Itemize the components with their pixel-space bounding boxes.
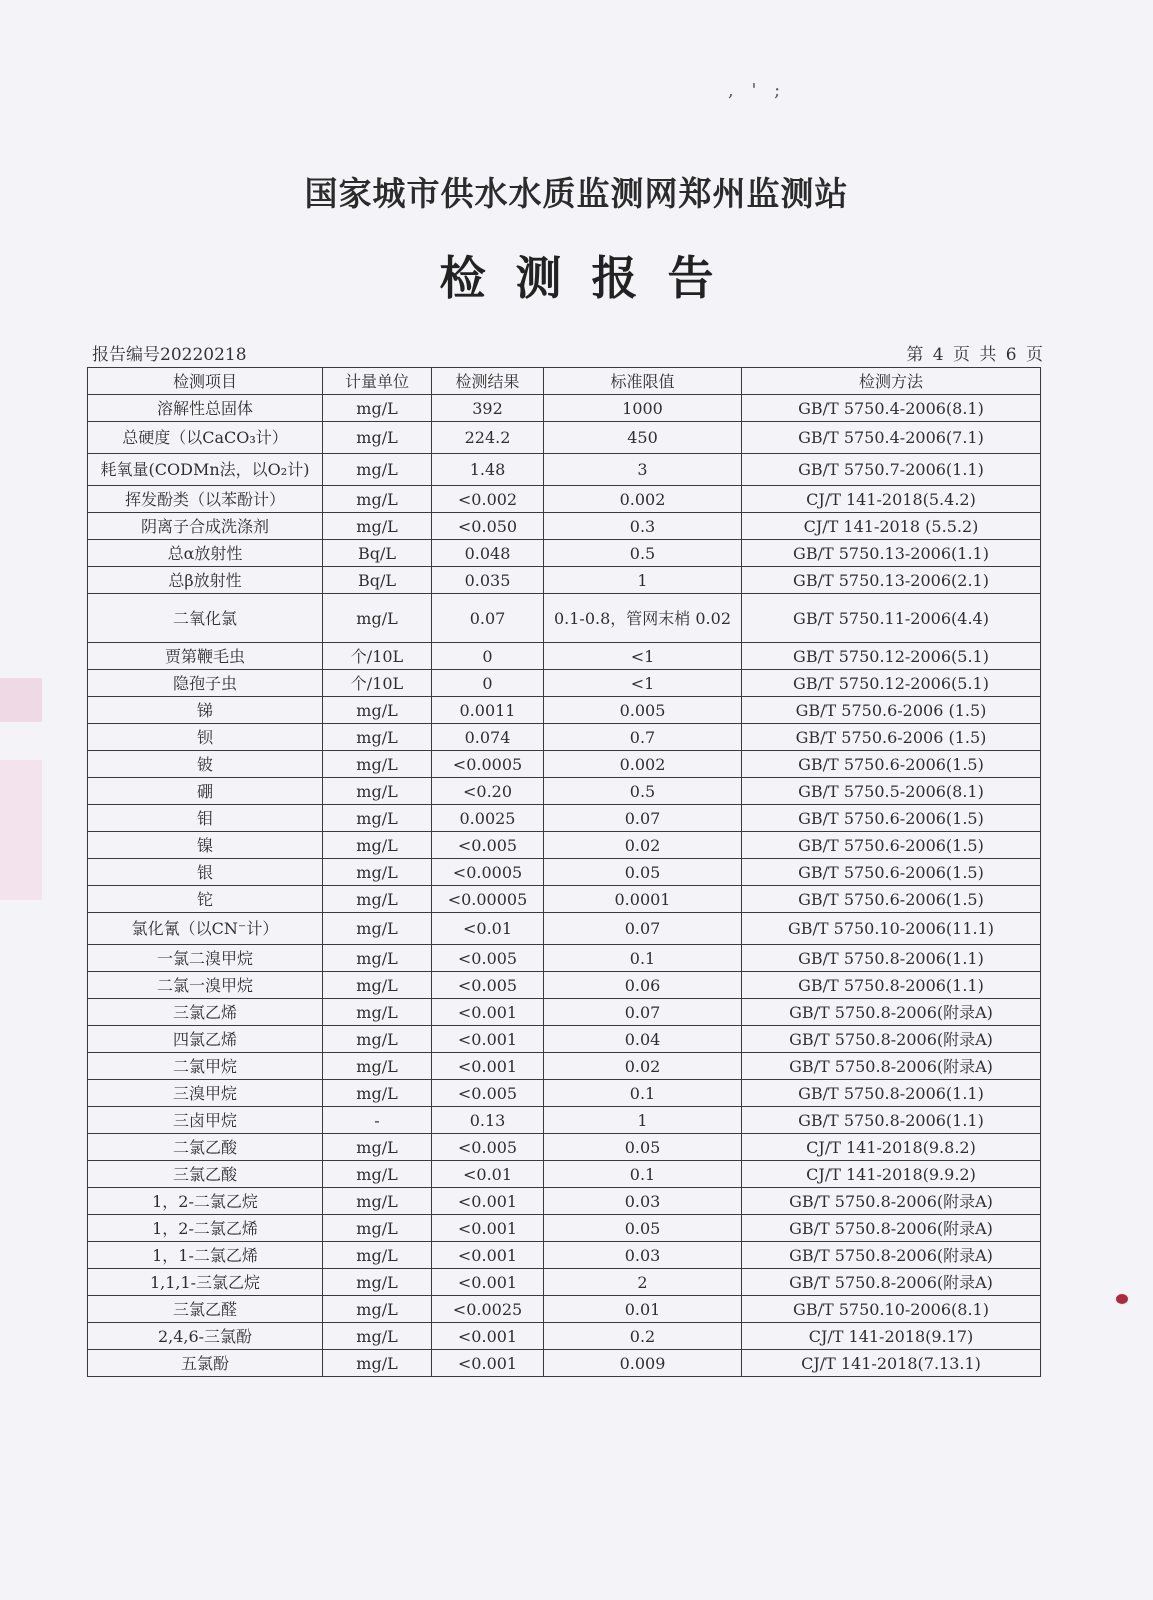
cell-method: GB/T 5750.7-2006(1.1)	[742, 454, 1041, 486]
cell-limit: 0.03	[544, 1242, 742, 1269]
cell-item: 阴离子合成洗涤剂	[88, 513, 323, 540]
cell-result: <0.001	[432, 1188, 544, 1215]
cell-item: 总硬度（以CaCO₃计）	[88, 422, 323, 454]
cell-method: GB/T 5750.6-2006 (1.5)	[742, 724, 1041, 751]
cell-limit: 0.05	[544, 1215, 742, 1242]
cell-unit: mg/L	[323, 486, 432, 513]
results-table-body	[88, 395, 1041, 1377]
cell-item: 2,4,6-三氯酚	[88, 1323, 323, 1350]
cell-limit: 0.07	[544, 999, 742, 1026]
cell-item: 三溴甲烷	[88, 1080, 323, 1107]
cell-method: GB/T 5750.10-2006(11.1)	[742, 913, 1041, 945]
cell-limit: 0.02	[544, 832, 742, 859]
cell-unit: mg/L	[323, 1242, 432, 1269]
cell-unit: mg/L	[323, 1215, 432, 1242]
cell-limit: 450	[544, 422, 742, 454]
cell-unit: 个/10L	[323, 670, 432, 697]
cell-unit: mg/L	[323, 513, 432, 540]
cell-item: 二氯一溴甲烷	[88, 972, 323, 999]
cell-item: 1，1-二氯乙烯	[88, 1242, 323, 1269]
table-row	[88, 805, 1041, 832]
cell-unit: Bq/L	[323, 567, 432, 594]
cell-result: 0.0011	[432, 697, 544, 724]
cell-method: GB/T 5750.4-2006(7.1)	[742, 422, 1041, 454]
cell-method: CJ/T 141-2018(9.17)	[742, 1323, 1041, 1350]
cell-unit: -	[323, 1107, 432, 1134]
cell-result: 0.074	[432, 724, 544, 751]
cell-result: 224.2	[432, 422, 544, 454]
col-header-limit: 标准限值	[544, 368, 742, 395]
cell-method: GB/T 5750.10-2006(8.1)	[742, 1296, 1041, 1323]
cell-method: GB/T 5750.5-2006(8.1)	[742, 778, 1041, 805]
cell-unit: mg/L	[323, 913, 432, 945]
cell-result: <0.00005	[432, 886, 544, 913]
cell-unit: mg/L	[323, 945, 432, 972]
cell-method: GB/T 5750.8-2006(附录A)	[742, 1026, 1041, 1053]
report-title: 检测报告	[439, 251, 744, 305]
cell-method: GB/T 5750.6-2006(1.5)	[742, 886, 1041, 913]
cell-method: CJ/T 141-2018(7.13.1)	[742, 1350, 1041, 1377]
cell-item: 挥发酚类（以苯酚计）	[88, 486, 323, 513]
cell-result: 0	[432, 643, 544, 670]
table-row	[88, 540, 1041, 567]
cell-method: GB/T 5750.8-2006(附录A)	[742, 1242, 1041, 1269]
cell-limit: 0.01	[544, 1296, 742, 1323]
cell-unit: mg/L	[323, 999, 432, 1026]
cell-item: 耗氧量(CODMn法，以O₂计)	[88, 454, 323, 486]
col-header-method: 检测方法	[742, 368, 1041, 395]
cell-unit: mg/L	[323, 697, 432, 724]
cell-limit: 0.002	[544, 751, 742, 778]
table-row	[88, 1188, 1041, 1215]
cell-limit: 0.06	[544, 972, 742, 999]
cell-unit: mg/L	[323, 1296, 432, 1323]
table-row	[88, 1080, 1041, 1107]
cell-limit: 0.1-0.8，管网末梢 0.02	[544, 594, 742, 643]
cell-method: GB/T 5750.8-2006(1.1)	[742, 1080, 1041, 1107]
cell-result: 0.035	[432, 567, 544, 594]
cell-result: <0.001	[432, 1026, 544, 1053]
cell-method: GB/T 5750.6-2006(1.5)	[742, 859, 1041, 886]
cell-method: GB/T 5750.12-2006(5.1)	[742, 643, 1041, 670]
scan-specks: , ' ;	[728, 80, 787, 101]
cell-item: 二氧化氯	[88, 594, 323, 643]
cell-item: 1,1,1-三氯乙烷	[88, 1269, 323, 1296]
table-row	[88, 1269, 1041, 1296]
cell-limit: 0.2	[544, 1323, 742, 1350]
table-row	[88, 1161, 1041, 1188]
cell-method: GB/T 5750.8-2006(附录A)	[742, 1215, 1041, 1242]
cell-unit: mg/L	[323, 1350, 432, 1377]
cell-unit: mg/L	[323, 594, 432, 643]
cell-method: GB/T 5750.8-2006(1.1)	[742, 1107, 1041, 1134]
cell-unit: mg/L	[323, 859, 432, 886]
cell-unit: mg/L	[323, 422, 432, 454]
cell-method: GB/T 5750.6-2006(1.5)	[742, 751, 1041, 778]
cell-method: CJ/T 141-2018 (5.5.2)	[742, 513, 1041, 540]
cell-unit: mg/L	[323, 1080, 432, 1107]
table-row	[88, 594, 1041, 643]
cell-item: 隐孢子虫	[88, 670, 323, 697]
cell-limit: <1	[544, 670, 742, 697]
table-row	[88, 972, 1041, 999]
table-row	[88, 1215, 1041, 1242]
cell-method: GB/T 5750.13-2006(2.1)	[742, 567, 1041, 594]
cell-unit: mg/L	[323, 454, 432, 486]
cell-unit: mg/L	[323, 1269, 432, 1296]
cell-method: GB/T 5750.11-2006(4.4)	[742, 594, 1041, 643]
cell-unit: mg/L	[323, 1134, 432, 1161]
cell-item: 溶解性总固体	[88, 395, 323, 422]
cell-item: 四氯乙烯	[88, 1026, 323, 1053]
cell-result: <0.005	[432, 1080, 544, 1107]
cell-limit: 0.02	[544, 1053, 742, 1080]
table-row	[88, 886, 1041, 913]
cell-method: GB/T 5750.13-2006(1.1)	[742, 540, 1041, 567]
station-name: 国家城市供水水质监测网郑州监测站	[304, 174, 849, 213]
cell-item: 三氯乙酸	[88, 1161, 323, 1188]
cell-item: 钼	[88, 805, 323, 832]
cell-limit: 0.1	[544, 1080, 742, 1107]
cell-unit: mg/L	[323, 832, 432, 859]
table-row	[88, 832, 1041, 859]
cell-limit: 0.7	[544, 724, 742, 751]
table-row	[88, 1323, 1041, 1350]
cell-method: CJ/T 141-2018(9.8.2)	[742, 1134, 1041, 1161]
cell-method: GB/T 5750.8-2006(附录A)	[742, 999, 1041, 1026]
cell-result: <0.20	[432, 778, 544, 805]
cell-unit: mg/L	[323, 778, 432, 805]
cell-item: 一氯二溴甲烷	[88, 945, 323, 972]
scan-blur-mark	[0, 678, 42, 722]
cell-limit: 0.03	[544, 1188, 742, 1215]
cell-result: <0.0005	[432, 751, 544, 778]
cell-item: 钡	[88, 724, 323, 751]
cell-method: GB/T 5750.8-2006(1.1)	[742, 972, 1041, 999]
cell-item: 五氯酚	[88, 1350, 323, 1377]
cell-item: 贾第鞭毛虫	[88, 643, 323, 670]
table-row	[88, 1107, 1041, 1134]
table-row	[88, 751, 1041, 778]
cell-method: CJ/T 141-2018(9.9.2)	[742, 1161, 1041, 1188]
cell-limit: 0.5	[544, 778, 742, 805]
cell-item: 三氯乙烯	[88, 999, 323, 1026]
cell-item: 二氯甲烷	[88, 1053, 323, 1080]
table-row	[88, 778, 1041, 805]
cell-result: 392	[432, 395, 544, 422]
cell-item: 1，2-二氯乙烷	[88, 1188, 323, 1215]
cell-unit: Bq/L	[323, 540, 432, 567]
table-row	[88, 1350, 1041, 1377]
cell-result: 0.048	[432, 540, 544, 567]
cell-limit: 1	[544, 1107, 742, 1134]
cell-unit: mg/L	[323, 1161, 432, 1188]
cell-limit: 0.002	[544, 486, 742, 513]
cell-method: CJ/T 141-2018(5.4.2)	[742, 486, 1041, 513]
cell-item: 铊	[88, 886, 323, 913]
cell-limit: 0.04	[544, 1026, 742, 1053]
cell-method: GB/T 5750.4-2006(8.1)	[742, 395, 1041, 422]
cell-result: <0.005	[432, 945, 544, 972]
cell-item: 锑	[88, 697, 323, 724]
cell-unit: mg/L	[323, 805, 432, 832]
cell-unit: mg/L	[323, 886, 432, 913]
cell-limit: 2	[544, 1269, 742, 1296]
cell-result: <0.001	[432, 1242, 544, 1269]
cell-limit: 0.005	[544, 697, 742, 724]
cell-limit: 0.07	[544, 805, 742, 832]
cell-item: 二氯乙酸	[88, 1134, 323, 1161]
cell-limit: 0.1	[544, 1161, 742, 1188]
cell-item: 氯化氰（以CN⁻计）	[88, 913, 323, 945]
table-row	[88, 1026, 1041, 1053]
cell-limit: 0.05	[544, 1134, 742, 1161]
cell-item: 铍	[88, 751, 323, 778]
cell-unit: mg/L	[323, 724, 432, 751]
table-row	[88, 643, 1041, 670]
cell-result: <0.001	[432, 1323, 544, 1350]
table-row	[88, 1053, 1041, 1080]
cell-limit: 3	[544, 454, 742, 486]
cell-result: 0.0025	[432, 805, 544, 832]
table-row	[88, 945, 1041, 972]
table-row	[88, 1242, 1041, 1269]
cell-result: <0.001	[432, 999, 544, 1026]
cell-method: GB/T 5750.8-2006(附录A)	[742, 1053, 1041, 1080]
col-header-result: 检测结果	[432, 368, 544, 395]
cell-unit: mg/L	[323, 395, 432, 422]
cell-limit: 0.3	[544, 513, 742, 540]
table-row	[88, 999, 1041, 1026]
cell-method: GB/T 5750.6-2006(1.5)	[742, 832, 1041, 859]
col-header-item: 检测项目	[88, 368, 323, 395]
col-header-unit: 计量单位	[323, 368, 432, 395]
cell-item: 三卤甲烷	[88, 1107, 323, 1134]
scan-blur-mark	[0, 760, 42, 900]
table-row	[88, 859, 1041, 886]
cell-item: 总α放射性	[88, 540, 323, 567]
cell-result: <0.001	[432, 1053, 544, 1080]
cell-result: <0.01	[432, 1161, 544, 1188]
page-indicator: 第 4 页 共 6 页	[906, 345, 1045, 365]
table-row	[88, 670, 1041, 697]
table-row	[88, 567, 1041, 594]
table-row	[88, 486, 1041, 513]
cell-result: <0.005	[432, 832, 544, 859]
table-header-row	[88, 368, 1041, 395]
cell-method: GB/T 5750.8-2006(1.1)	[742, 945, 1041, 972]
cell-limit: 0.0001	[544, 886, 742, 913]
cell-item: 1，2-二氯乙烯	[88, 1215, 323, 1242]
cell-result: 1.48	[432, 454, 544, 486]
cell-result: <0.0005	[432, 859, 544, 886]
cell-limit: 0.1	[544, 945, 742, 972]
cell-method: GB/T 5750.6-2006 (1.5)	[742, 697, 1041, 724]
table-row	[88, 454, 1041, 486]
cell-limit: 0.5	[544, 540, 742, 567]
results-table	[87, 367, 1041, 1377]
cell-unit: mg/L	[323, 1053, 432, 1080]
cell-item: 三氯乙醛	[88, 1296, 323, 1323]
table-row	[88, 395, 1041, 422]
cell-limit: 0.009	[544, 1350, 742, 1377]
ink-dot	[1116, 1294, 1128, 1304]
cell-method: GB/T 5750.8-2006(附录A)	[742, 1188, 1041, 1215]
cell-limit: 0.05	[544, 859, 742, 886]
cell-unit: mg/L	[323, 1323, 432, 1350]
cell-result: <0.01	[432, 913, 544, 945]
table-row	[88, 422, 1041, 454]
cell-result: <0.002	[432, 486, 544, 513]
cell-result: 0.13	[432, 1107, 544, 1134]
cell-result: <0.001	[432, 1269, 544, 1296]
cell-limit: 1	[544, 567, 742, 594]
cell-limit: 1000	[544, 395, 742, 422]
cell-unit: mg/L	[323, 751, 432, 778]
report-number: 报告编号20220218	[92, 345, 247, 365]
cell-unit: mg/L	[323, 972, 432, 999]
cell-method: GB/T 5750.12-2006(5.1)	[742, 670, 1041, 697]
cell-limit: 0.07	[544, 913, 742, 945]
cell-method: GB/T 5750.8-2006(附录A)	[742, 1269, 1041, 1296]
table-row	[88, 697, 1041, 724]
table-row	[88, 513, 1041, 540]
cell-result: <0.050	[432, 513, 544, 540]
table-row	[88, 1296, 1041, 1323]
cell-result: 0	[432, 670, 544, 697]
table-row	[88, 724, 1041, 751]
cell-method: GB/T 5750.6-2006(1.5)	[742, 805, 1041, 832]
cell-result: <0.005	[432, 1134, 544, 1161]
cell-result: <0.001	[432, 1350, 544, 1377]
cell-result: <0.001	[432, 1215, 544, 1242]
cell-result: <0.0025	[432, 1296, 544, 1323]
cell-result: 0.07	[432, 594, 544, 643]
table-row	[88, 1134, 1041, 1161]
cell-unit: 个/10L	[323, 643, 432, 670]
cell-unit: mg/L	[323, 1188, 432, 1215]
cell-limit: <1	[544, 643, 742, 670]
cell-unit: mg/L	[323, 1026, 432, 1053]
cell-item: 硼	[88, 778, 323, 805]
table-row	[88, 913, 1041, 945]
cell-item: 银	[88, 859, 323, 886]
cell-item: 总β放射性	[88, 567, 323, 594]
cell-item: 镍	[88, 832, 323, 859]
cell-result: <0.005	[432, 972, 544, 999]
